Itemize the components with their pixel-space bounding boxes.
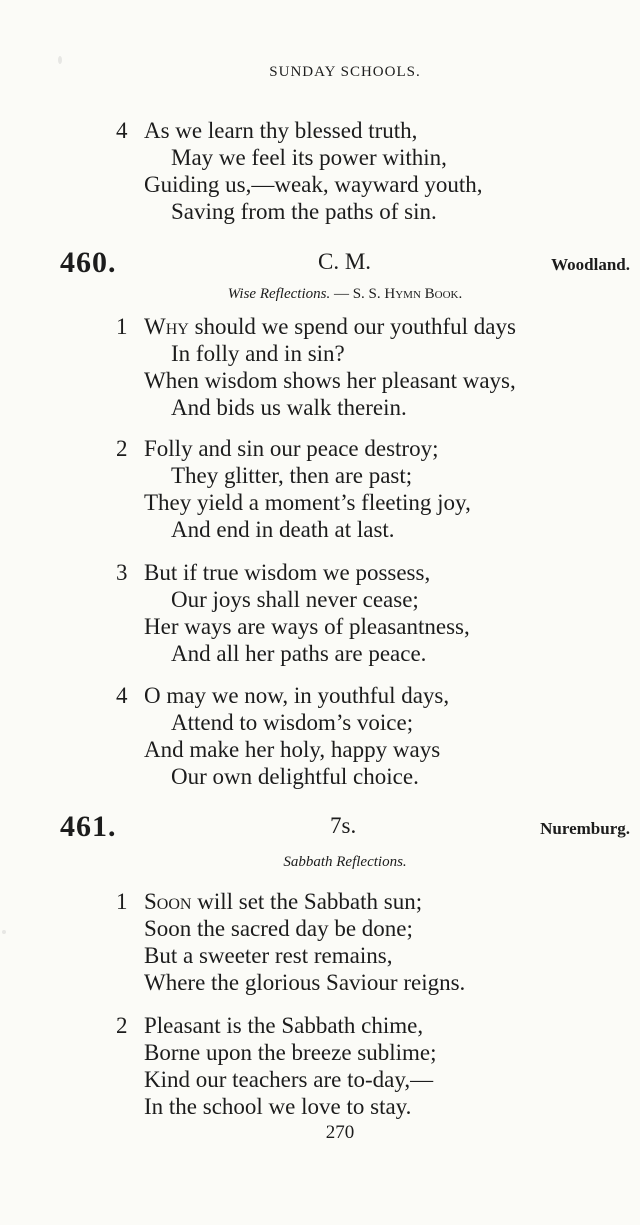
verse-number: 1 xyxy=(116,314,128,339)
verse-line: Where the glorious Saviour reigns. xyxy=(144,970,466,995)
verse-number: 1 xyxy=(116,889,128,914)
hymn-number: 460. xyxy=(60,246,117,279)
verse-line: Soon the sacred day be done; xyxy=(144,916,413,941)
verse-line: Our own delightful choice. xyxy=(171,764,419,789)
verse-line: In folly and in sin? xyxy=(171,341,345,366)
verse-line: Saving from the paths of sin. xyxy=(171,199,437,224)
verse-first-word: Soon xyxy=(144,889,192,914)
verse-line: May we feel its power within, xyxy=(171,145,447,170)
verse-line: Attend to wisdom’s voice; xyxy=(171,710,414,735)
paper-mark xyxy=(58,56,62,64)
hymn-tune: Nuremburg. xyxy=(540,819,630,838)
verse-number: 4 xyxy=(116,683,128,708)
verse-line: They glitter, then are past; xyxy=(171,463,413,488)
verse-line: And all her paths are peace. xyxy=(171,641,427,666)
verse-line: Pleasant is the Sabbath chime, xyxy=(144,1013,424,1038)
verse-number: 2 xyxy=(116,1013,128,1038)
verse-line: O may we now, in youthful days, xyxy=(144,683,450,708)
verse-line: But if true wisdom we possess, xyxy=(144,560,431,585)
verse-line xyxy=(144,315,516,338)
verse-line: And make her holy, happy ways xyxy=(144,737,441,762)
verse-first-word: Why xyxy=(144,314,189,339)
hymn-meter: C. M. xyxy=(318,249,372,274)
verse-line: In the school we love to stay. xyxy=(144,1094,412,1119)
verse-line: Her ways are ways of pleasantness, xyxy=(144,614,470,639)
verse-line: And bids us walk therein. xyxy=(171,395,407,420)
verse-line: Our joys shall never cease; xyxy=(171,587,419,612)
verse-line: As we learn thy blessed truth, xyxy=(144,118,418,143)
hymn-subtitle-source: — S. S. Hymn Book. xyxy=(333,286,463,302)
verse-line-rest: should we spend our youthful days xyxy=(188,314,516,339)
hymn-subtitle xyxy=(0,855,640,870)
hymn-tune: Woodland. xyxy=(551,255,630,274)
verse-line xyxy=(144,890,422,913)
verse-number: 2 xyxy=(116,436,128,461)
verse-line-rest: will set the Sabbath sun; xyxy=(191,889,423,914)
verse-number: 3 xyxy=(116,560,128,585)
hymn-subtitle-title: Sabbath Reflections. xyxy=(283,854,407,870)
verse-line: Borne upon the breeze sublime; xyxy=(144,1040,437,1065)
verse-line: But a sweeter rest remains, xyxy=(144,943,393,968)
hymn-meter: 7s. xyxy=(330,813,357,838)
hymn-subtitle xyxy=(0,287,640,302)
verse-line: Guiding us,—weak, wayward youth, xyxy=(144,172,483,197)
hymn-number: 461. xyxy=(60,810,117,843)
verse-line: They yield a moment’s fleeting joy, xyxy=(144,490,471,515)
verse-line: When wisdom shows her pleasant ways, xyxy=(144,368,516,393)
running-head: SUNDAY SCHOOLS. xyxy=(269,64,421,80)
verse-line: Folly and sin our peace destroy; xyxy=(144,436,439,461)
verse-line: And end in death at last. xyxy=(171,517,395,542)
page-number: 270 xyxy=(325,1122,355,1143)
verse-line: Kind our teachers are to-day,— xyxy=(144,1067,434,1092)
paper-mark xyxy=(2,930,6,934)
verse-number: 4 xyxy=(116,118,128,143)
hymn-subtitle-title: Wise Reflections. xyxy=(227,286,331,302)
